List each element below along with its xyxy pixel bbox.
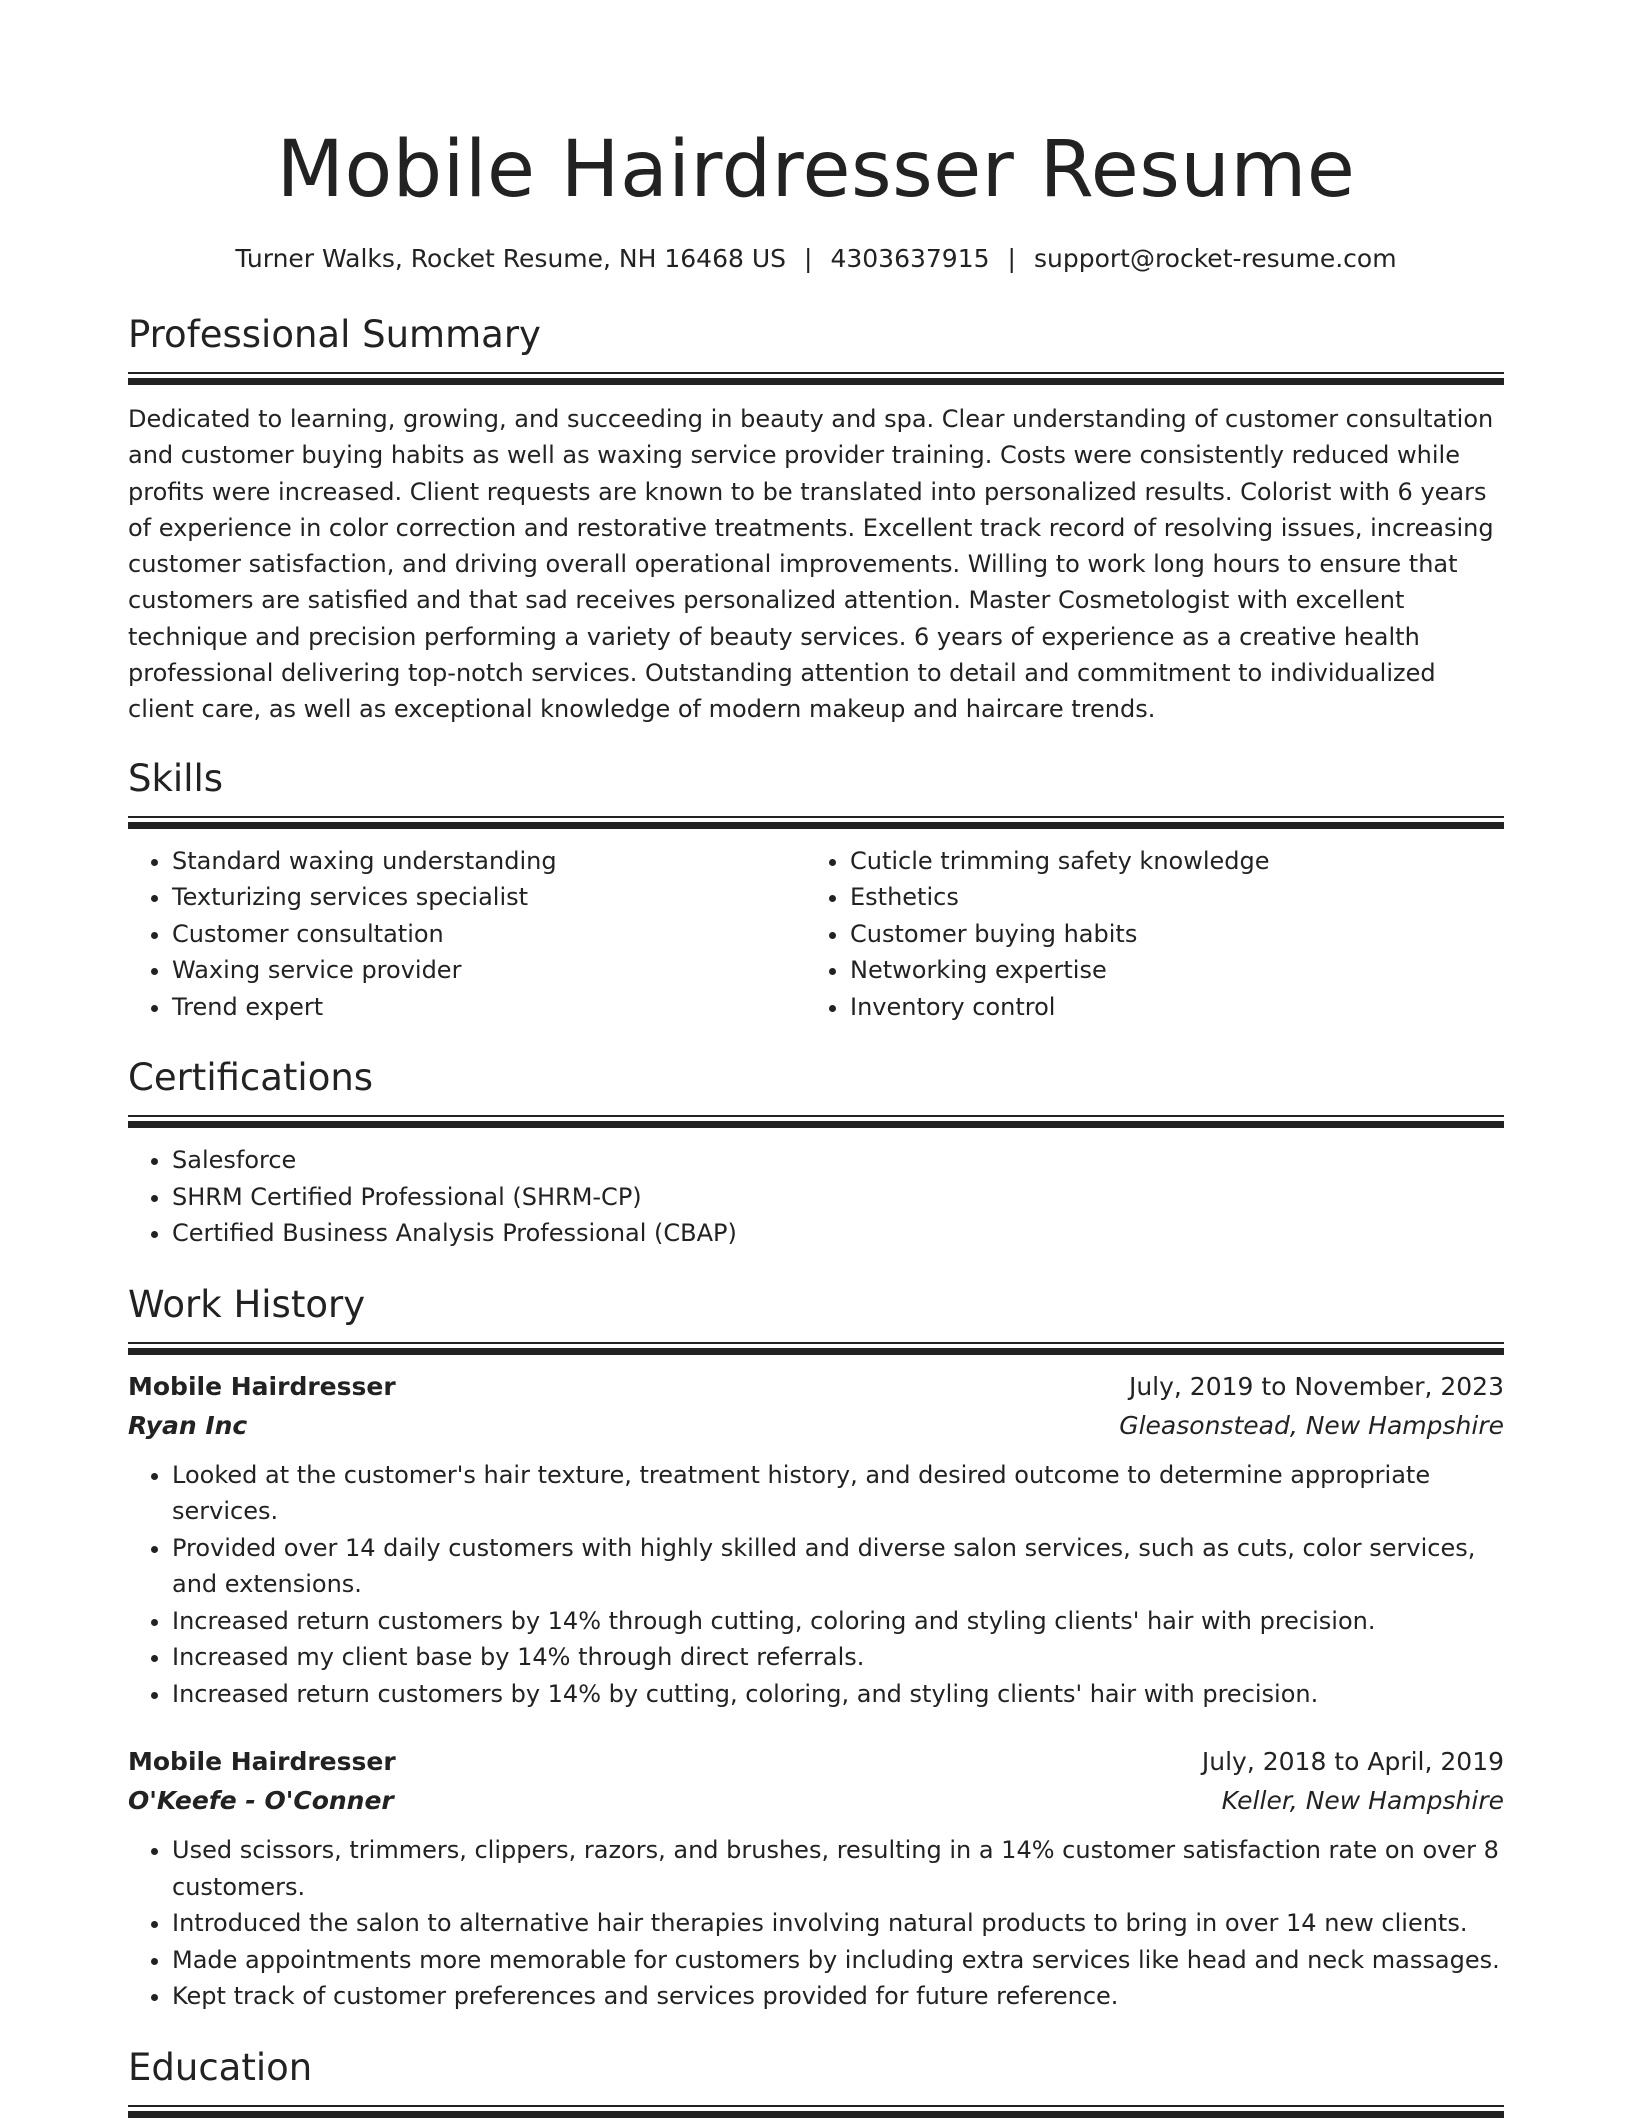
job-bullet: • Increased return customers by 14% by cutting, coloring, and styling clients' hair with precision. xyxy=(172,1676,1504,1713)
work-history-section xyxy=(128,1282,1504,2015)
job-bullet: • Looked at the customer's hair texture, treatment history, and desired outcome to determine appropriate services. xyxy=(172,1457,1504,1530)
job-location: Keller, New Hampshire xyxy=(1221,1786,1504,1816)
job-dates: July, 2018 to April, 2019 xyxy=(1201,1747,1504,1777)
job-company: Ryan Inc xyxy=(128,1410,248,1440)
job-bullets xyxy=(128,1457,1504,1713)
skill-item: • Texturizing services specialist xyxy=(172,879,806,916)
contact-phone: 4303637915 xyxy=(830,244,990,273)
section-divider xyxy=(128,2105,1504,2118)
job-entry xyxy=(128,1367,1504,1713)
job-bullet: • Provided over 14 daily customers with highly skilled and diverse salon services, such as cuts, color services, and extensions. xyxy=(172,1530,1504,1603)
education-heading: Education xyxy=(128,2045,313,2089)
contact-separator: | xyxy=(804,244,813,273)
certifications-heading: Certifications xyxy=(128,1056,374,1100)
section-divider xyxy=(128,1342,1504,1355)
certifications-section xyxy=(128,1055,1504,1252)
job-bullet: • Increased my client base by 14% through direct referrals. xyxy=(172,1639,1504,1676)
skill-item: • Waxing service provider xyxy=(172,952,806,989)
job-company: O'Keefe - O'Conner xyxy=(128,1786,394,1816)
skill-item: • Trend expert xyxy=(172,989,806,1026)
skills-section xyxy=(128,756,1504,1026)
skills-heading: Skills xyxy=(128,756,224,800)
job-bullet: • Increased return customers by 14% through cutting, coloring and styling clients' hair with precision. xyxy=(172,1603,1504,1640)
job-entry xyxy=(128,1742,1504,2015)
job-bullet: • Kept track of customer preferences and services provided for future reference. xyxy=(172,1978,1504,2015)
skill-item: • Standard waxing understanding xyxy=(172,843,806,880)
contact-line xyxy=(128,242,1504,276)
skill-item: • Esthetics xyxy=(850,879,1484,916)
section-divider xyxy=(128,816,1504,829)
certification-item: • Certified Business Analysis Professional (CBAP) xyxy=(172,1215,1504,1252)
job-header-row xyxy=(128,1742,1504,1781)
skills-list-right xyxy=(806,843,1484,1026)
contact-email: support@rocket-resume.com xyxy=(1033,244,1397,273)
contact-separator: | xyxy=(1007,244,1016,273)
job-company-row xyxy=(128,1781,1504,1820)
job-title: Mobile Hairdresser xyxy=(128,1747,396,1777)
education-section xyxy=(128,2045,1504,2118)
skill-item: • Networking expertise xyxy=(850,952,1484,989)
job-company-row xyxy=(128,1406,1504,1445)
skill-item: • Cuticle trimming safety knowledge xyxy=(850,843,1484,880)
skill-item: • Customer consultation xyxy=(172,916,806,953)
skills-columns xyxy=(128,843,1504,1026)
summary-heading: Professional Summary xyxy=(128,313,541,356)
section-divider xyxy=(128,372,1504,385)
certification-item: • SHRM Certified Professional (SHRM-CP) xyxy=(172,1179,1504,1216)
job-location: Gleasonstead, New Hampshire xyxy=(1119,1410,1504,1440)
summary-section xyxy=(128,312,1504,728)
certifications-list xyxy=(128,1142,1504,1252)
skill-item: • Inventory control xyxy=(850,989,1484,1026)
summary-text: Dedicated to learning, growing, and succeeding in beauty and spa. Clear understanding of customer consultation and customer buying habits as well as waxing service provider training. Costs were consistently reduced while profits were increased. Client requests are known to be translated into personalized results. Colorist with 6 years of experience in color correction and restorative treatments. Excellent track record of resolving issues, increasing customer satisfaction, and driving overall operational improvements. Willing to work long hours to ensure that customers are satisfied and that sad receives personalized attention. Master Cosmetologist with excellent technique and precision performing a variety of beauty services. 6 years of experience as a creative health professional delivering top-notch services. Outstanding attention to detail and commitment to individualized client care, as well as exceptional knowledge of modern makeup and haircare trends. xyxy=(128,405,1494,724)
section-divider xyxy=(128,1115,1504,1128)
resume-page xyxy=(128,0,1504,2118)
job-bullet: • Made appointments more memorable for customers by including extra services like head and neck massages. xyxy=(172,1942,1504,1979)
work-history-heading: Work History xyxy=(128,1282,366,1326)
skills-list-left xyxy=(128,843,806,1026)
job-bullet: • Introduced the salon to alternative hair therapies involving natural products to bring in over 14 new clients. xyxy=(172,1905,1504,1942)
job-bullet: • Used scissors, trimmers, clippers, razors, and brushes, resulting in a 14% customer satisfaction rate on over 8 customers. xyxy=(172,1832,1504,1905)
skill-item: • Customer buying habits xyxy=(850,916,1484,953)
job-title: Mobile Hairdresser xyxy=(128,1371,396,1401)
contact-address: Turner Walks, Rocket Resume, NH 16468 US xyxy=(235,244,787,273)
job-header-row xyxy=(128,1367,1504,1406)
certification-item: • Salesforce xyxy=(172,1142,1504,1179)
job-dates: July, 2019 to November, 2023 xyxy=(1128,1371,1504,1401)
job-bullets xyxy=(128,1832,1504,2015)
resume-title: Mobile Hairdresser Resume xyxy=(276,125,1356,215)
